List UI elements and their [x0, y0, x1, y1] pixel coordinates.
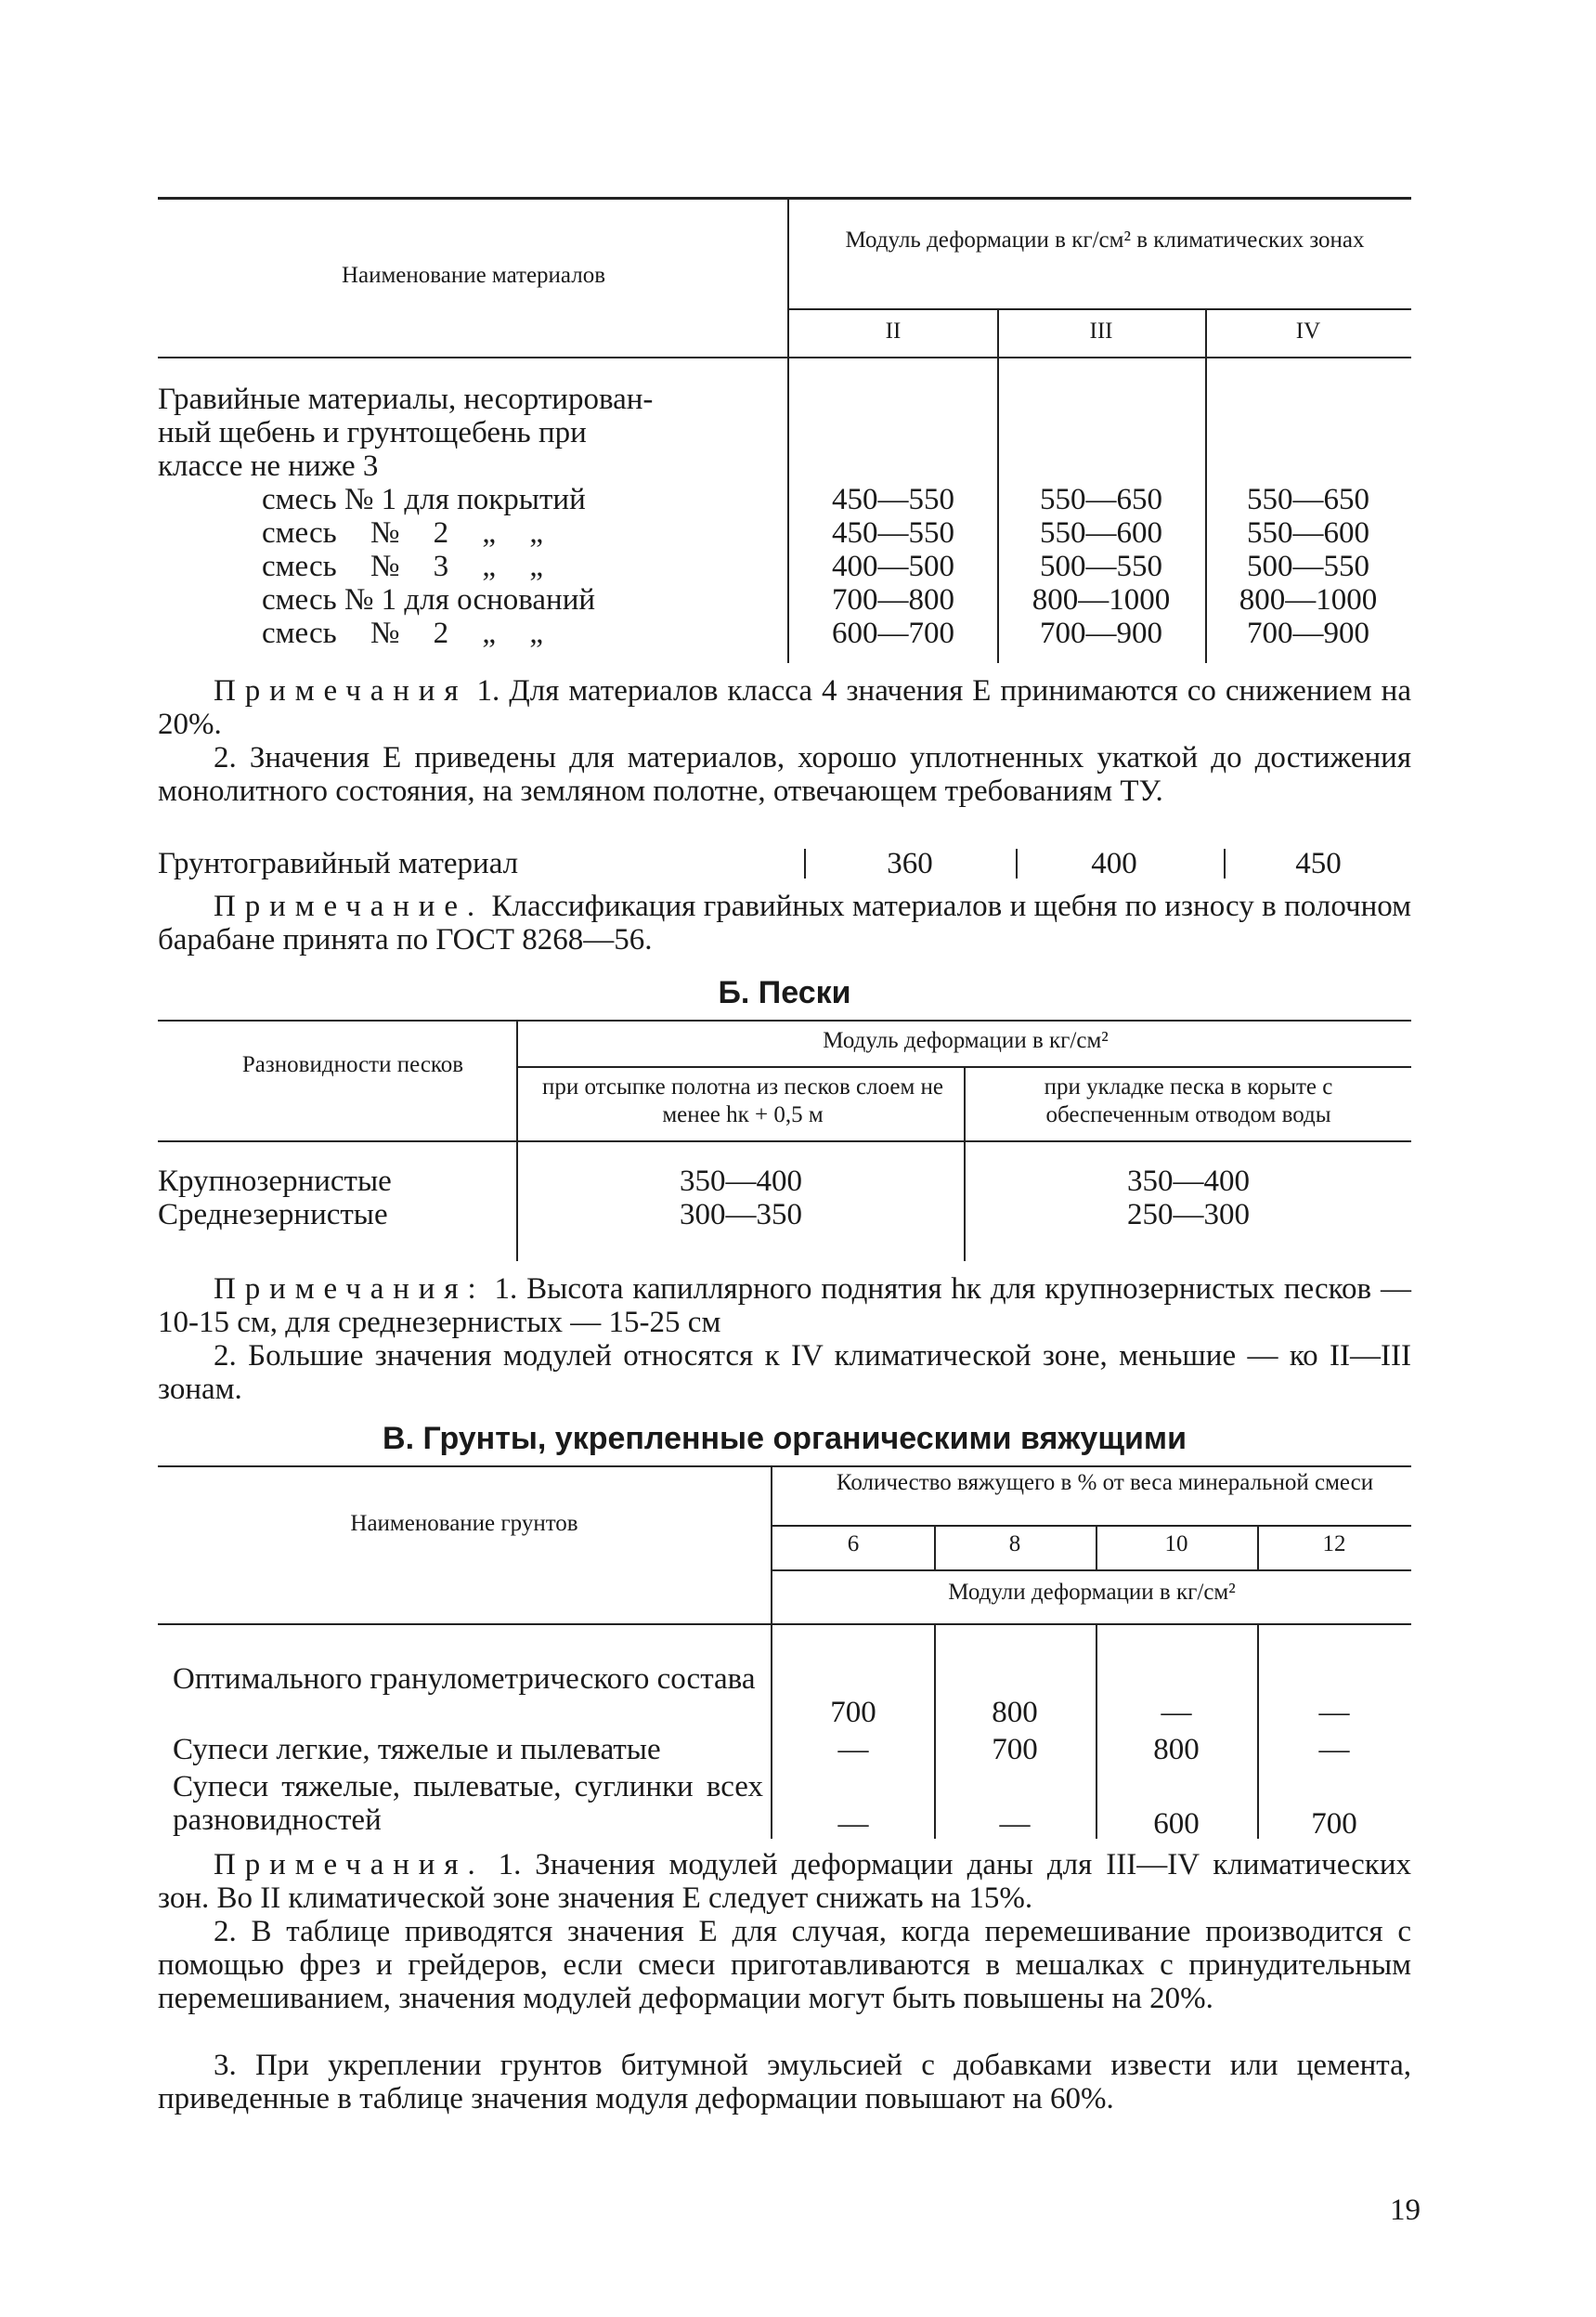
- percent-header: 8: [1008, 1531, 1021, 1556]
- table-a-cell: 450—550: [832, 516, 954, 550]
- table-a-cell: 800—1000: [1032, 583, 1171, 617]
- section-b-notes-2: 2. Большие значения модулей относятся к IV климатической зоне, меньшие — ко II—III зонам.: [158, 1339, 1411, 1406]
- table-a-cell: 700—800: [832, 583, 954, 617]
- note-heading: Примечание.: [214, 890, 485, 923]
- table-c-name-header: Наименование грунтов: [350, 1511, 578, 1536]
- table-a-cell: 550—650: [1040, 483, 1162, 516]
- table-b-cell: 300—350: [680, 1198, 802, 1231]
- table-c-header-bottom-rule: [158, 1623, 1411, 1625]
- table-a-notes-1: [158, 674, 1411, 741]
- table-c-cell: 700: [1311, 1807, 1357, 1841]
- table-b-col1-header: при отсыпке полотна из песков слоем не менее hк + 0,5 м: [541, 1074, 944, 1127]
- note-text: 1. Для материалов класса 4 значения Е принимаются со снижением на 20%.: [158, 674, 1411, 741]
- table-a-row-label: смесь № 1 для покрытий: [262, 483, 586, 516]
- section-b-title: Б. Пески: [718, 975, 851, 1010]
- section-c-title: В. Грунты, укрепленные органическими вяжущими: [383, 1421, 1187, 1456]
- table-a-module-caption: Модуль деформации в кг/см² в климатических зонах: [845, 228, 1365, 253]
- table-b-cell: 250—300: [1127, 1198, 1250, 1231]
- table-c-percent-top-rule: [771, 1525, 1411, 1527]
- table-a-cell: 700—900: [1247, 617, 1369, 650]
- table-a-top-rule: [158, 197, 1411, 200]
- table-a-intro-line-2: ный щебень и грунтощебень при: [158, 416, 587, 449]
- table-c-percent-bottom-rule: [771, 1569, 1411, 1571]
- percent-header: 12: [1322, 1531, 1346, 1556]
- table-a-notes-2: 2. Значения Е приведены для материалов, хорошо уплотненных укаткой до достижения монолитного состояния, на земляном полотне, отвечающем требованиям ТУ.: [158, 741, 1411, 808]
- table-c-top-rule: [158, 1465, 1411, 1467]
- table-b-header-bottom-rule: [158, 1140, 1411, 1142]
- table-a-intro-line-1: Гравийные материалы, несортирован-: [158, 383, 654, 416]
- table-a-cell: 450—550: [832, 483, 954, 516]
- table-c-cell: —: [1318, 1696, 1350, 1729]
- table-a-cell: 550—650: [1247, 483, 1369, 516]
- table-c-module-caption: Модули деформации в кг/см²: [948, 1580, 1236, 1605]
- page-number: 19: [1390, 2193, 1421, 2227]
- table-b-name-header: Разновидности песков: [241, 1052, 464, 1077]
- table-c-vline-1: [771, 1467, 772, 1839]
- table-c-row-label: Супеси тяжелые, пылеватые, суглинки всех разновидностей: [173, 1770, 763, 1837]
- zone-header-ii: II: [885, 319, 902, 344]
- table-a-row-label: смесь № 1 для оснований: [262, 583, 596, 617]
- table-c-cell: 700: [992, 1733, 1038, 1766]
- zone-header-iv: IV: [1295, 319, 1321, 344]
- section-b-notes-1: [158, 1272, 1411, 1339]
- percent-header: 10: [1164, 1531, 1188, 1556]
- table-a-header-bottom-rule: [158, 357, 1411, 358]
- table-a-cell: 500—550: [1040, 550, 1162, 583]
- table-c-row-label: Оптимального гранулометрического состава: [173, 1662, 756, 1696]
- notes-heading: Примечания: [214, 674, 468, 708]
- zone-header-iii: III: [1089, 319, 1113, 344]
- table-b-row-label: Крупнозернистые: [158, 1165, 392, 1198]
- table-c-vline-4: [1257, 1527, 1259, 1569]
- table-a-cell: 600—700: [832, 617, 954, 650]
- table-c-cell: —: [837, 1807, 869, 1841]
- table-b-cell: 350—400: [1127, 1165, 1250, 1198]
- table-c-cell: —: [1318, 1733, 1350, 1766]
- note-text: 1. Значения модулей деформации даны для III—IV климатических зон. Во II климатической зоне значения Е следует снижать на 15%.: [158, 1848, 1412, 1915]
- table-c-binder-caption: Количество вяжущего в % от веса минеральной смеси: [836, 1470, 1374, 1495]
- table-a-row-label: смесь № 3 „ „: [262, 550, 543, 583]
- section-c-notes-3: 3. При укреплении грунтов битумной эмульсией с добавками извести или цемента, приведенные в таблице значения модуля деформации повышают на 60%.: [158, 2049, 1411, 2115]
- table-c-row-label: Супеси легкие, тяжелые и пылеватые: [173, 1733, 661, 1766]
- table-c-vline-2: [934, 1527, 936, 1569]
- table-a-cell: 500—550: [1247, 550, 1369, 583]
- notes-heading: Примечания:: [214, 1272, 486, 1306]
- table-a-intro-line-3: классе не ниже 3: [158, 449, 379, 483]
- table-c-cell: —: [1161, 1696, 1192, 1729]
- table-a-cell: 550—600: [1247, 516, 1369, 550]
- soil-gravel-label: Грунтогравийный материал: [158, 847, 519, 880]
- table-c-cell: —: [999, 1807, 1031, 1841]
- table-b-top-rule: [158, 1020, 1411, 1022]
- table-a-row-label: смесь № 2 „ „: [262, 617, 543, 650]
- table-a-note-3: [158, 890, 1411, 957]
- note-text: Классификация гравийных материалов и щебня по износу в полочном барабане принята по ГОСТ 8268—56.: [158, 890, 1412, 957]
- note-text: 1. Высота капиллярного поднятия hк для крупнозернистых песков — 10-15 см, для среднезернистых — 15-25 см: [158, 1272, 1411, 1339]
- table-a-name-header: Наименование материалов: [341, 263, 606, 288]
- soil-gravel-value: 400: [1091, 847, 1137, 880]
- table-c-cell: 800: [992, 1696, 1038, 1729]
- table-a-row-label: смесь № 2 „ „: [262, 516, 543, 550]
- table-a-cell: 800—1000: [1239, 583, 1378, 617]
- table-b-row-label: Среднезернистые: [158, 1198, 388, 1231]
- table-b-col2-header: при укладке песка в корыте с обеспеченным отводом воды: [1044, 1074, 1333, 1127]
- table-c-cell: 600: [1153, 1807, 1200, 1841]
- table-c-cell: —: [837, 1733, 869, 1766]
- section-c-notes-1: [158, 1848, 1411, 1915]
- table-c-cell: 800: [1153, 1733, 1200, 1766]
- percent-header: 6: [847, 1531, 860, 1556]
- table-b-module-caption: Модуль деформации в кг/см²: [823, 1028, 1109, 1053]
- table-c-vline-3: [1096, 1527, 1097, 1569]
- soil-gravel-sep-1: [804, 849, 806, 879]
- soil-gravel-value: 450: [1295, 847, 1342, 880]
- table-c-cell: 700: [830, 1696, 876, 1729]
- table-a-cell: 550—600: [1040, 516, 1162, 550]
- notes-heading: Примечания.: [214, 1848, 485, 1881]
- soil-gravel-value: 360: [887, 847, 933, 880]
- soil-gravel-sep-3: [1224, 849, 1226, 879]
- section-c-notes-2: 2. В таблице приводятся значения Е для случая, когда перемешивание производится с помощью фрез и грейдеров, если смеси приготавливаются в мешалках с принудительным перемешиванием, значения модулей деформации могут быть повышены на 20%.: [158, 1915, 1411, 2015]
- table-b-cell: 350—400: [680, 1165, 802, 1198]
- table-a-cell: 700—900: [1040, 617, 1162, 650]
- table-a-cell: 400—500: [832, 550, 954, 583]
- soil-gravel-sep-2: [1016, 849, 1018, 879]
- table-a-subheader-rule: [787, 308, 1411, 310]
